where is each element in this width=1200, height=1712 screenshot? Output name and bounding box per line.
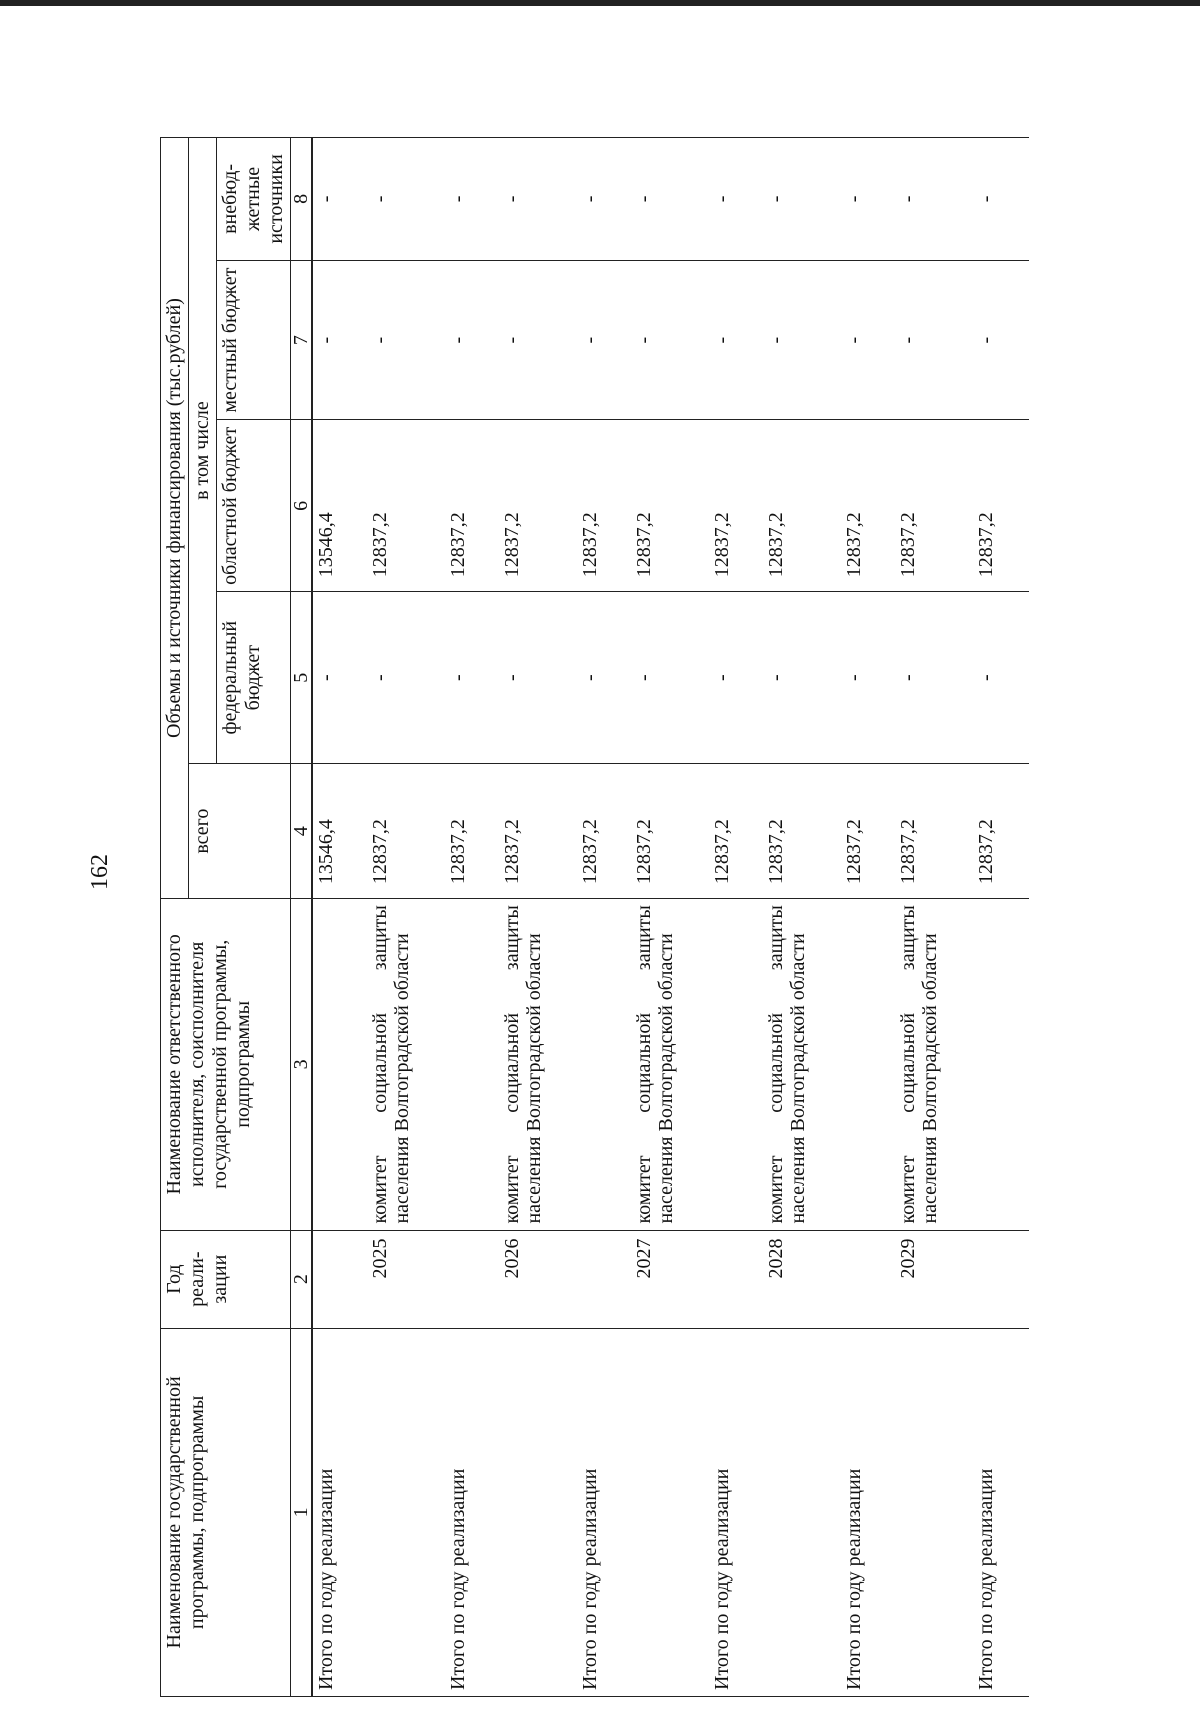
header-total: всего <box>189 764 291 899</box>
header-program-name: Наименование государственной программы, подпрограммы <box>161 1328 291 1696</box>
row-federal: - <box>709 592 765 764</box>
row-name: Итого по году реализации <box>312 1328 369 1696</box>
row-year <box>577 1230 633 1328</box>
row-year: 2029 <box>897 1230 973 1328</box>
row-year <box>709 1230 765 1328</box>
row-year: 2028 <box>765 1230 841 1328</box>
table-row <box>577 138 633 1697</box>
table-row <box>633 138 709 1697</box>
row-executor: комитет социальной защиты населения Волгоградской области <box>897 899 973 1230</box>
row-extra: - <box>501 138 577 261</box>
page-number: 162 <box>87 854 113 890</box>
table-row <box>973 138 1029 1697</box>
row-name: Итого по году реализации <box>709 1328 765 1696</box>
row-regional: 12837,2 <box>369 420 445 592</box>
row-extra: - <box>445 138 501 261</box>
row-extra: - <box>577 138 633 261</box>
row-federal: - <box>841 592 897 764</box>
header-local: местный бюджет <box>217 260 291 420</box>
row-regional: 12837,2 <box>633 420 709 592</box>
table-row <box>501 138 577 1697</box>
row-federal: - <box>312 592 369 764</box>
row-federal: - <box>973 592 1029 764</box>
row-extra: - <box>973 138 1029 261</box>
row-total: 12837,2 <box>633 764 709 899</box>
column-number: 6 <box>291 420 313 592</box>
row-name: Итого по году реализации <box>841 1328 897 1696</box>
row-federal: - <box>369 592 445 764</box>
row-executor <box>577 899 633 1230</box>
table-row <box>897 138 973 1697</box>
table-row <box>709 138 765 1697</box>
row-local: - <box>841 260 897 420</box>
row-local: - <box>765 260 841 420</box>
header-executor: Наименование ответственного исполнителя, соисполнителя государственной программы, подпрограммы <box>161 899 291 1230</box>
column-number: 1 <box>291 1328 313 1696</box>
row-regional: 12837,2 <box>973 420 1029 592</box>
row-regional: 12837,2 <box>577 420 633 592</box>
row-regional: 12837,2 <box>445 420 501 592</box>
row-total: 12837,2 <box>445 764 501 899</box>
row-federal: - <box>765 592 841 764</box>
row-executor: комитет социальной защиты населения Волгоградской области <box>369 899 445 1230</box>
column-number: 4 <box>291 764 313 899</box>
row-regional: 12837,2 <box>709 420 765 592</box>
scan-edge <box>0 0 1200 6</box>
row-extra: - <box>709 138 765 261</box>
row-local: - <box>897 260 973 420</box>
row-regional: 12837,2 <box>897 420 973 592</box>
row-executor <box>312 899 369 1230</box>
row-total: 12837,2 <box>577 764 633 899</box>
rotated-table-container <box>160 137 1060 1697</box>
header-extra: внебюд-жетные источники <box>217 138 291 261</box>
row-total: 12837,2 <box>501 764 577 899</box>
row-local: - <box>973 260 1029 420</box>
row-total: 12837,2 <box>765 764 841 899</box>
row-local: - <box>445 260 501 420</box>
table-header <box>161 138 313 1697</box>
row-name: Итого по году реализации <box>973 1328 1029 1696</box>
table-body <box>312 138 1029 1697</box>
row-year: 2027 <box>633 1230 709 1328</box>
row-executor: комитет социальной защиты населения Волгоградской области <box>633 899 709 1230</box>
row-regional: 12837,2 <box>765 420 841 592</box>
row-local: - <box>312 260 369 420</box>
row-federal: - <box>445 592 501 764</box>
row-federal: - <box>897 592 973 764</box>
row-local: - <box>577 260 633 420</box>
row-total: 12837,2 <box>841 764 897 899</box>
row-name <box>369 1328 445 1696</box>
row-local: - <box>633 260 709 420</box>
table-row <box>445 138 501 1697</box>
row-federal: - <box>501 592 577 764</box>
row-extra: - <box>369 138 445 261</box>
row-federal: - <box>633 592 709 764</box>
header-including: в том числе <box>189 138 217 764</box>
row-total: 12837,2 <box>369 764 445 899</box>
row-local: - <box>709 260 765 420</box>
row-year: 2025 <box>369 1230 445 1328</box>
row-local: - <box>369 260 445 420</box>
table-row <box>765 138 841 1697</box>
row-extra: - <box>841 138 897 261</box>
header-regional: областной бюджет <box>217 420 291 592</box>
row-name <box>765 1328 841 1696</box>
row-executor <box>841 899 897 1230</box>
header-federal: федеральный бюджет <box>217 592 291 764</box>
row-year <box>312 1230 369 1328</box>
row-executor <box>973 899 1029 1230</box>
row-regional: 12837,2 <box>841 420 897 592</box>
row-name <box>633 1328 709 1696</box>
row-extra: - <box>633 138 709 261</box>
header-funding: Объемы и источники финансирования (тыс.рублей) <box>161 138 189 899</box>
row-name: Итого по году реализации <box>577 1328 633 1696</box>
row-total: 12837,2 <box>897 764 973 899</box>
row-extra: - <box>765 138 841 261</box>
header-column-numbers <box>291 138 313 1697</box>
row-regional: 12837,2 <box>501 420 577 592</box>
table-row <box>312 138 369 1697</box>
column-number: 2 <box>291 1230 313 1328</box>
column-number: 3 <box>291 899 313 1230</box>
row-regional: 13546,4 <box>312 420 369 592</box>
row-year <box>841 1230 897 1328</box>
row-local: - <box>501 260 577 420</box>
row-year: 2026 <box>501 1230 577 1328</box>
row-executor <box>709 899 765 1230</box>
row-name <box>501 1328 577 1696</box>
header-year: Год реали-зации <box>161 1230 291 1328</box>
column-number: 7 <box>291 260 313 420</box>
table-row <box>841 138 897 1697</box>
row-federal: - <box>577 592 633 764</box>
column-number: 8 <box>291 138 313 261</box>
column-number: 5 <box>291 592 313 764</box>
row-executor <box>445 899 501 1230</box>
table-row <box>369 138 445 1697</box>
row-year <box>973 1230 1029 1328</box>
funding-table <box>160 137 1029 1697</box>
row-executor: комитет социальной защиты населения Волгоградской области <box>765 899 841 1230</box>
row-extra: - <box>897 138 973 261</box>
row-year <box>445 1230 501 1328</box>
row-name: Итого по году реализации <box>445 1328 501 1696</box>
row-total: 12837,2 <box>709 764 765 899</box>
row-total: 13546,4 <box>312 764 369 899</box>
row-name <box>897 1328 973 1696</box>
row-total: 12837,2 <box>973 764 1029 899</box>
row-extra: - <box>312 138 369 261</box>
row-executor: комитет социальной защиты населения Волгоградской области <box>501 899 577 1230</box>
